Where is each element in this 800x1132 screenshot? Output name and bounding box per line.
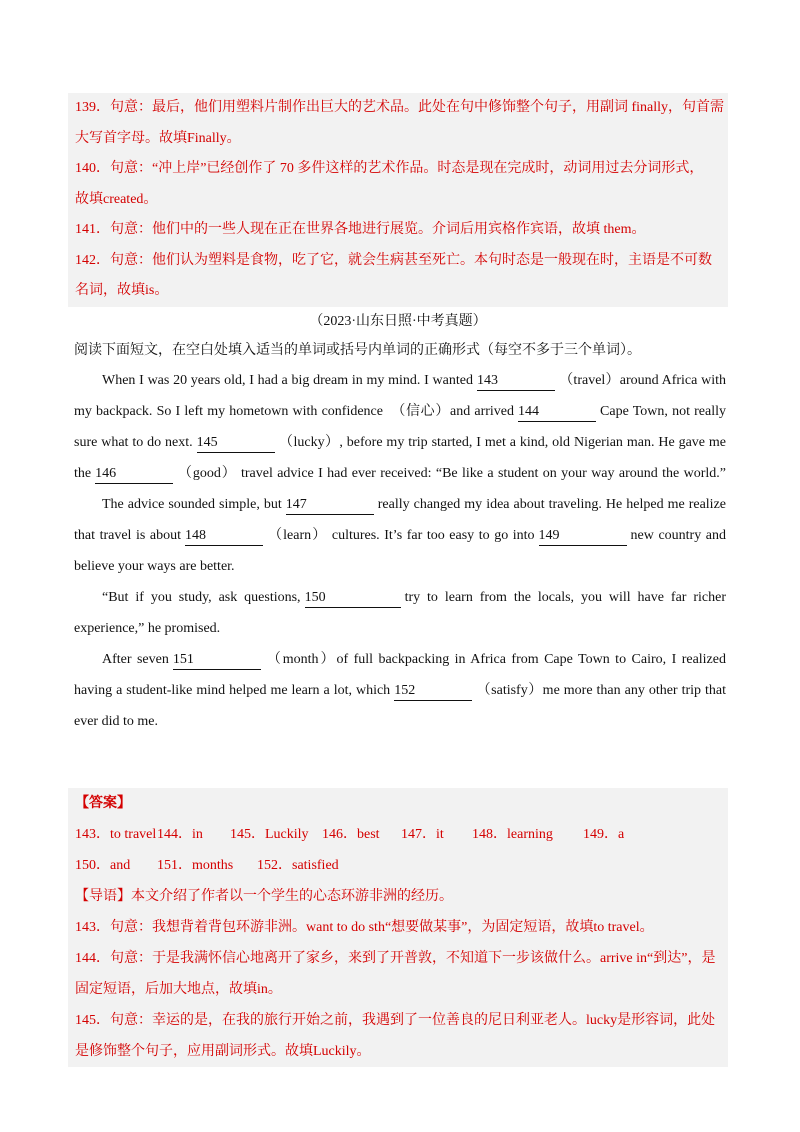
explanation-line: 141．句意：他们中的一些人现在正在世界各地进行展览。介词后用宾格作宾语，故填 them。 <box>75 222 646 237</box>
explanation-line: 142．句意：他们认为塑料是食物，吃了它，就会生病甚至死亡。本句时态是一般现在时，主语是不可数 <box>75 252 712 268</box>
answer-item: 148．learning <box>472 827 553 842</box>
blank-148[interactable]: 148 <box>185 527 263 546</box>
blank-150[interactable]: 150 <box>305 589 401 608</box>
explanation-line: 139．句意：最后，他们用塑料片制作出巨大的艺术品。此处在句中修饰整个句子，用副词 finally，句首需 <box>75 100 725 115</box>
passage-line: having a student-like mind helped me learn a lot, which 152 （satisfy）me more than any other trip that <box>68 675 728 706</box>
passage-line: believe your ways are better. <box>74 559 235 574</box>
blank-146[interactable]: 146 <box>95 465 173 484</box>
passage-line: “But if you study, ask questions, 150 try to learn from the locals, you will have far richer <box>68 582 728 613</box>
answer-item: 146．best <box>322 827 380 842</box>
passage-line: experience,” he promised. <box>74 621 221 636</box>
explanation-line: 是修饰整个句子，应用副词形式。故填Luckily。 <box>75 1044 371 1059</box>
answer-item: 152．satisfied <box>257 858 339 873</box>
passage-line: When I was 20 years old, I had a big dream in my mind. I wanted 143 （travel）around Africa with <box>68 365 728 396</box>
passage-line: The advice sounded simple, but 147 really changed my idea about traveling. He helped me realize <box>68 489 728 520</box>
reading-passage <box>68 307 728 737</box>
passage-line: that travel is about 148 （learn） cultures. It’s far too easy to go into 149 new country and <box>68 520 728 551</box>
blank-145[interactable]: 145 <box>197 434 275 453</box>
explanation-line: 144．句意：于是我满怀信心地离开了家乡，来到了开普敦，不知道下一步该做什么。arrive in“到达”，是 <box>75 951 716 966</box>
passage-line: ever did to me. <box>74 714 158 729</box>
explanation-line: 145．句意：幸运的是，在我的旅行开始之前，我遇到了一位善良的尼日利亚老人。lucky是形容词，此处 <box>75 1013 716 1028</box>
explanation-line: 固定短语，后加大地点，故填in。 <box>75 982 282 997</box>
blank-149[interactable]: 149 <box>539 527 627 546</box>
answer-item: 147．it <box>401 827 444 842</box>
answer-item: 151．months <box>157 858 234 873</box>
passage-line: my backpack. So I left my hometown with confidence （信心）and arrived 144 Cape Town, not really <box>68 396 728 427</box>
answer-item: 143．to travel <box>75 827 157 842</box>
explanation-line: 143．句意：我想背着背包环游非洲。want to do sth“想要做某事”，为固定短语，故填to travel。 <box>75 920 654 935</box>
blank-143[interactable]: 143 <box>477 372 555 391</box>
answer-row <box>68 819 728 850</box>
previous-answers-block <box>68 93 728 307</box>
answer-label: 【答案】 <box>75 796 131 811</box>
answer-item: 149．a <box>583 827 625 842</box>
blank-152[interactable]: 152 <box>394 682 472 701</box>
answer-item: 145．Luckily <box>230 827 309 842</box>
blank-147[interactable]: 147 <box>286 496 374 515</box>
explanation-line: 故填created。 <box>75 191 158 207</box>
answer-section <box>68 788 728 1067</box>
passage-line: sure what to do next. 145 （lucky）, before my trip started, I met a kind, old Nigerian man. He gave me <box>68 427 728 458</box>
explanation-line: 名词，故填is。 <box>75 283 169 298</box>
exam-source: （2023·山东日照·中考真题） <box>309 314 487 329</box>
blank-144[interactable]: 144 <box>518 403 596 422</box>
passage-line: the 146 （good） travel advice I had ever received: “Be like a student on your way around the world.” <box>68 458 728 489</box>
guide-text: 【导语】本文介绍了作者以一个学生的心态环游非洲的经历。 <box>75 889 453 904</box>
blank-151[interactable]: 151 <box>173 651 261 670</box>
answer-item: 144．in <box>157 827 203 842</box>
answer-row <box>68 850 728 881</box>
explanation-line: 140．句意：“冲上岸”已经创作了 70 多件这样的艺术作品。时态是现在完成时，动词用过去分词形式， <box>75 161 704 176</box>
answer-item: 150．and <box>75 858 131 873</box>
passage-line: After seven 151 （month）of full backpacking in Africa from Cape Town to Cairo, I realized <box>68 644 728 675</box>
instruction-text: 阅读下面短文，在空白处填入适当的单词或括号内单词的正确形式（每空不多于三个单词）。 <box>74 343 641 358</box>
explanation-line: 大写首字母。故填Finally。 <box>75 130 241 146</box>
